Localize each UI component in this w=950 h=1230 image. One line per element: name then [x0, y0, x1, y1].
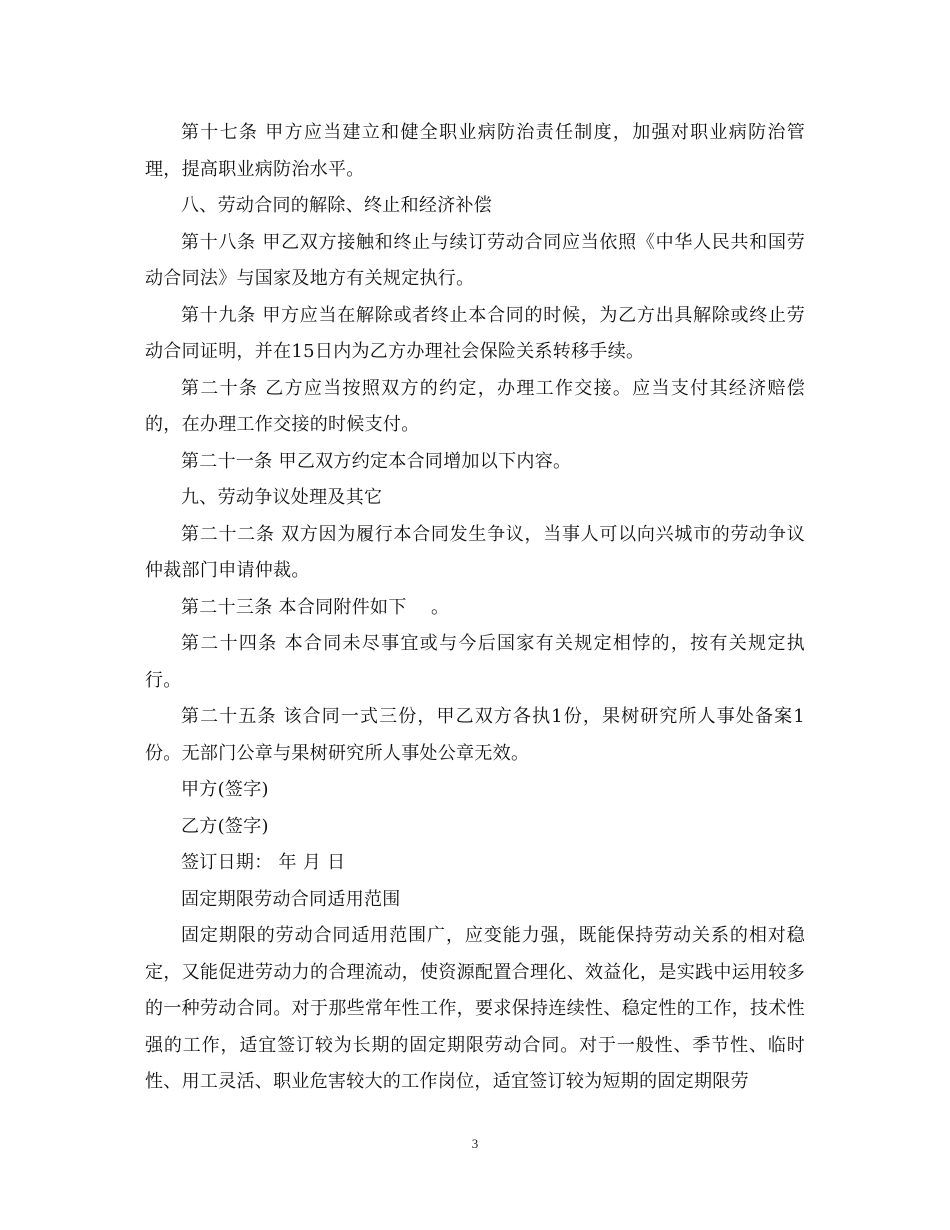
article-22: 第二十二条 双方因为履行本合同发生争议，当事人可以向兴城市的劳动争议仲裁部门申请仲裁。 — [145, 523, 805, 581]
fixed-term-scope-paragraph: 固定期限的劳动合同适用范围广，应变能力强，既能保持劳动关系的相对稳定，又能促进劳动力的合理流动，使资源配置合理化、效益化，是实践中运用较多的一种劳动合同。对于那些常年性工作，要求保持连续性、稳定性的工作，技术性强的工作，适宜签订较为长期的固定期限劳动合同。对于一般性、季节性、临时性、用工灵活、职业危害较大的工作岗位，适宜签订较为短期的固定期限劳 — [145, 925, 805, 1092]
article-20: 第二十条 乙方应当按照双方的约定，办理工作交接。应当支付其经济赔偿的，在办理工作交接的时候支付。 — [145, 377, 805, 435]
party-b-signature-line: 乙方(签字) — [181, 815, 269, 837]
signing-date-line: 签订日期： 年 月 日 — [181, 852, 346, 873]
section-heading-fixed-term-scope: 固定期限劳动合同适用范围 — [181, 888, 401, 910]
article-23: 第二十三条 本合同附件如下 。 — [181, 596, 450, 618]
article-19: 第十九条 甲方应当在解除或者终止本合同的时候，为乙方出具解除或终止劳动合同证明，并在15日内为乙方办理社会保险关系转移手续。 — [145, 304, 805, 362]
page-number: 3 — [471, 1136, 479, 1151]
article-17: 第十七条 甲方应当建立和健全职业病防治责任制度，加强对职业病防治管理，提高职业病防治水平。 — [145, 122, 805, 180]
section-heading-termination: 八、劳动合同的解除、终止和经济补偿 — [181, 195, 493, 216]
article-21: 第二十一条 甲乙双方约定本合同增加以下内容。 — [181, 450, 572, 472]
article-25: 第二十五条 该合同一式三份，甲乙双方各执1份，果树研究所人事处备案1份。无部门公章与果树研究所人事处公章无效。 — [145, 706, 805, 764]
party-a-signature-line: 甲方(签字) — [181, 779, 269, 800]
document-body — [145, 115, 805, 1101]
article-18: 第十八条 甲乙双方接触和终止与续订劳动合同应当依照《中华人民共和国劳动合同法》与国家及地方有关规定执行。 — [145, 231, 805, 289]
article-24: 第二十四条 本合同未尽事宜或与今后国家有关规定相悖的，按有关规定执行。 — [145, 633, 805, 691]
section-heading-disputes: 九、劳动争议处理及其它 — [181, 487, 383, 508]
